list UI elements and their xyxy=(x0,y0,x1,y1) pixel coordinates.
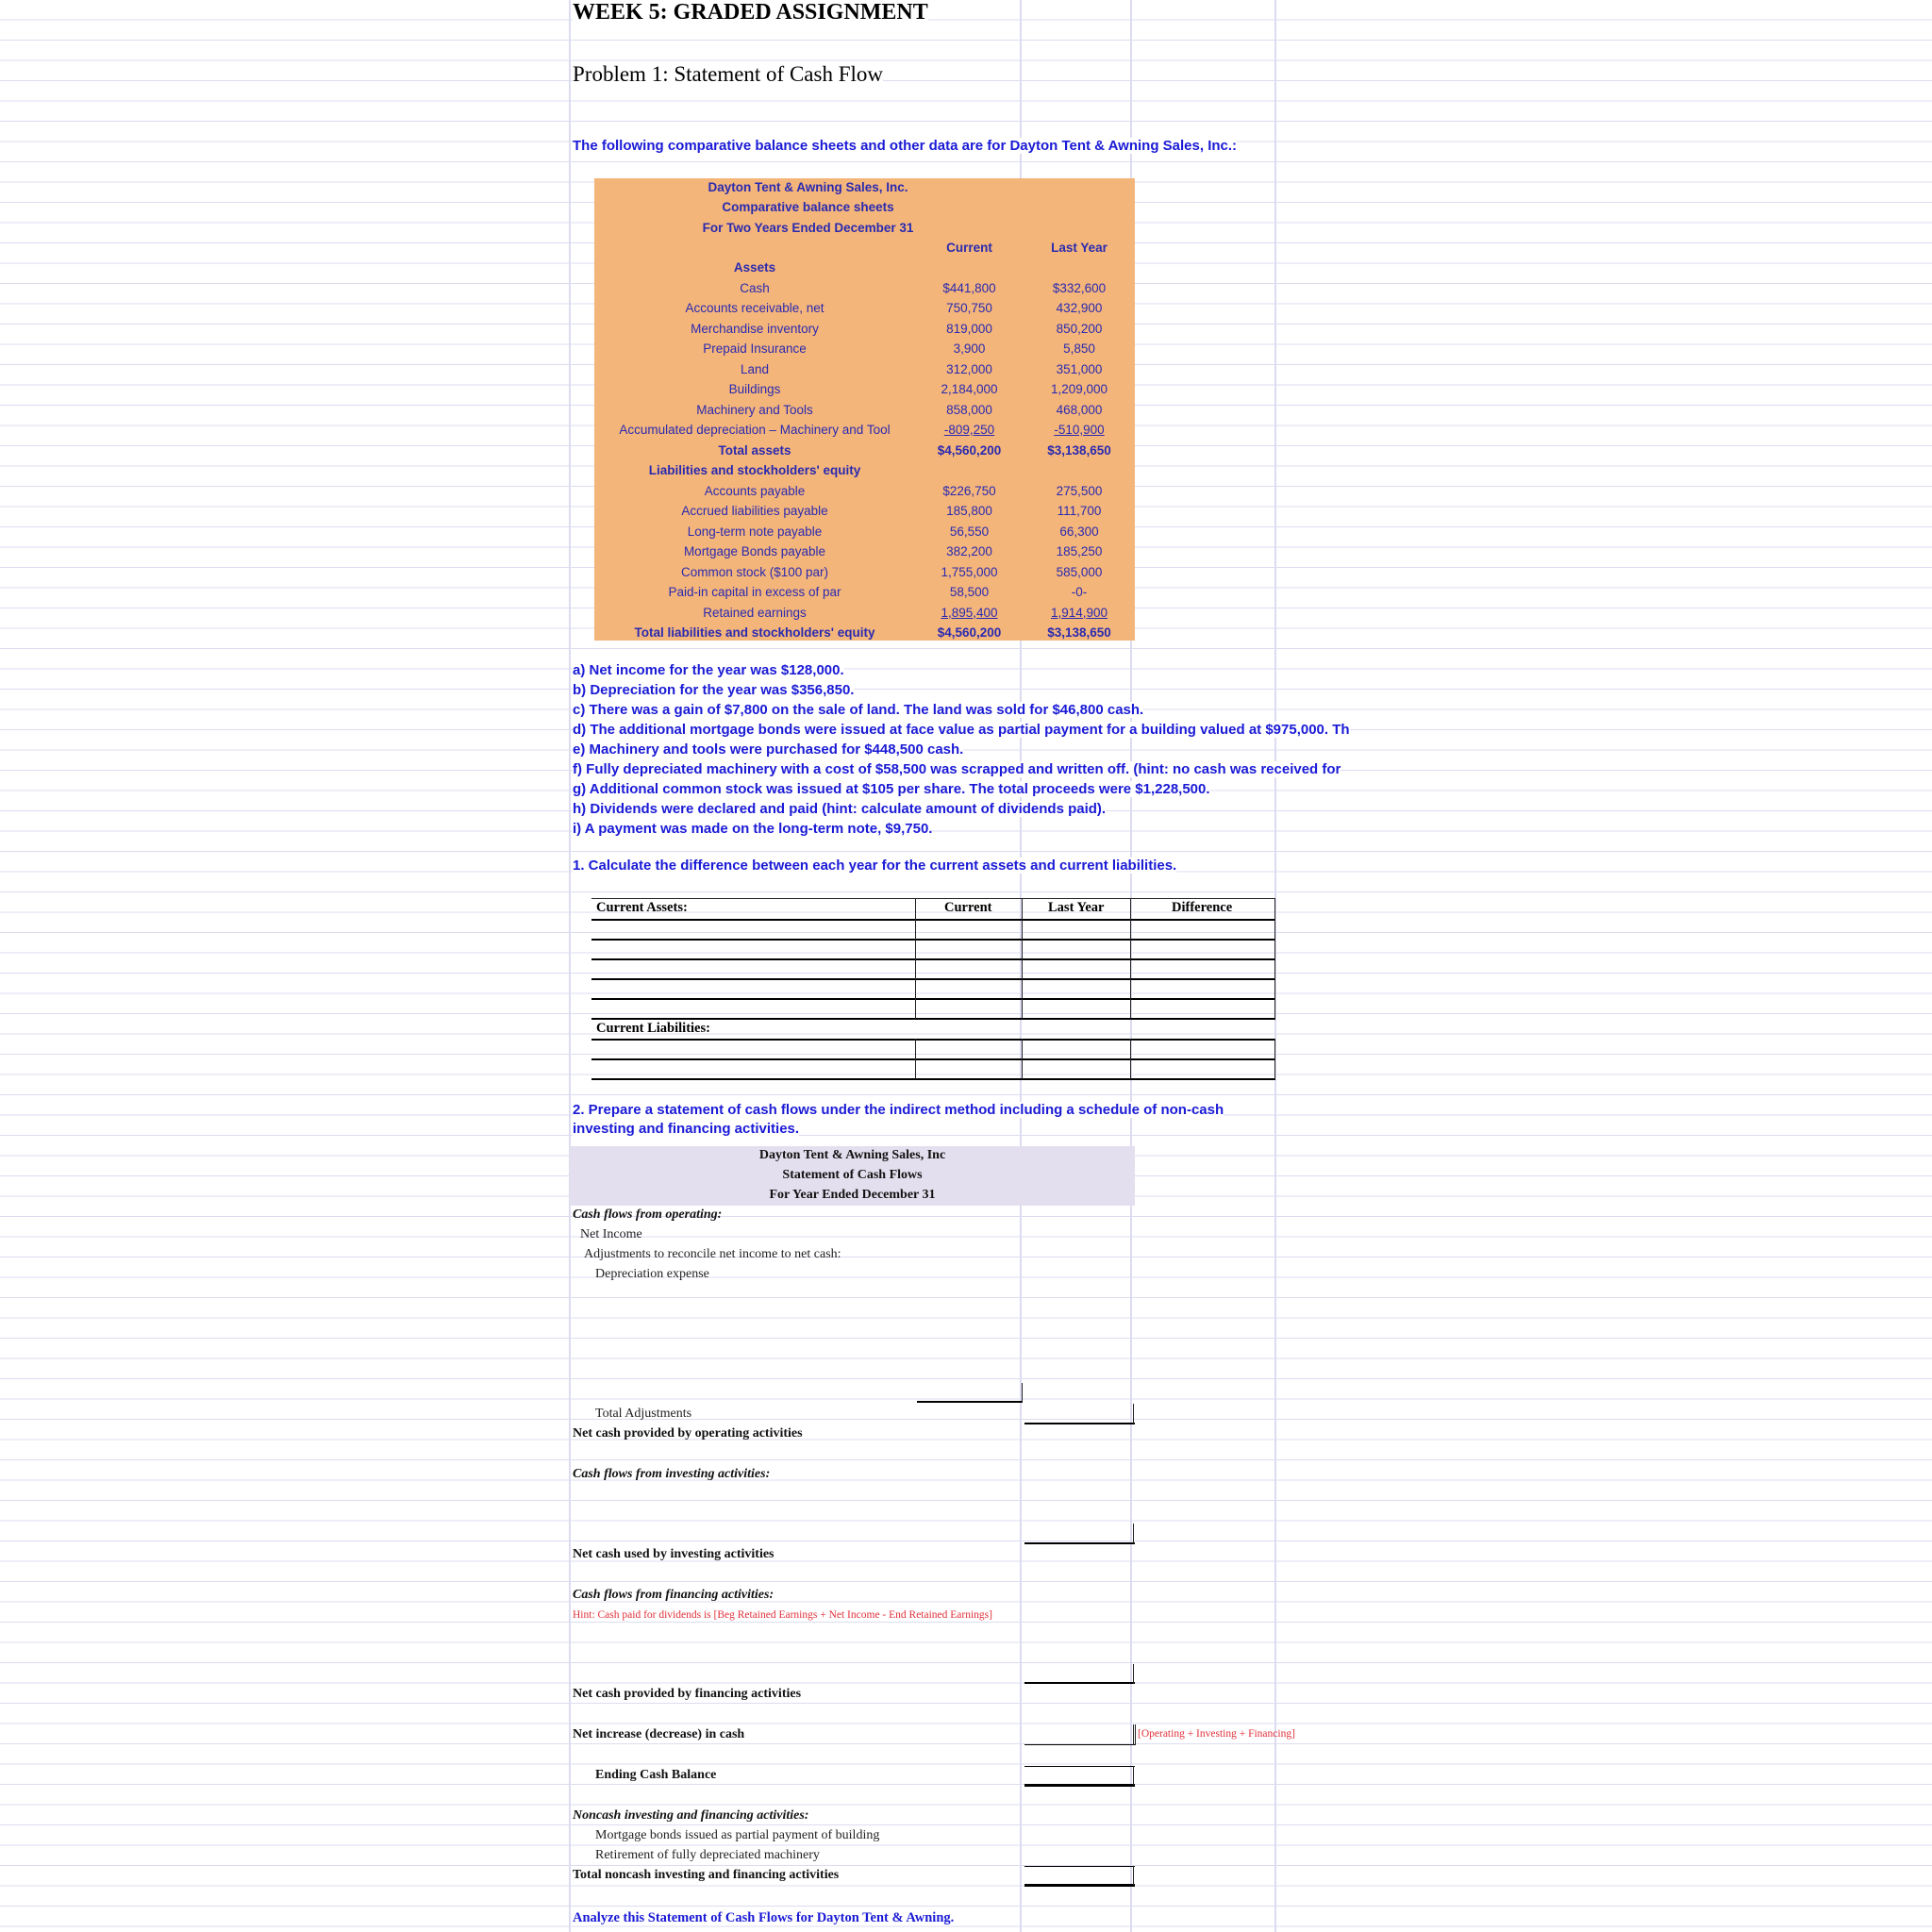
bs-row-label: Mortgage Bonds payable xyxy=(683,544,826,558)
bs-row xyxy=(594,623,1135,642)
cf-analyze-prompt: Analyze this Statement of Cash Flows for Dayton Tent & Awning. xyxy=(573,1910,955,1925)
q2-text-line1: 2. Prepare a statement of cash flows under the indirect method including a schedule of non-cash xyxy=(573,1102,1224,1118)
cf-noncash-retirement: Retirement of fully depreciated machinery xyxy=(595,1848,820,1862)
cf-noncash-heading: Noncash investing and financing activities: xyxy=(573,1808,809,1823)
bs-row-label: Prepaid Insurance xyxy=(703,341,807,356)
bs-row-last-year: $3,138,650 xyxy=(1047,625,1111,640)
bs-row xyxy=(594,603,1135,623)
cf-net-increase: Net increase (decrease) in cash xyxy=(573,1727,745,1741)
bs-row-label: Common stock ($100 par) xyxy=(680,564,829,579)
bs-row-last-year: 850,200 xyxy=(1056,321,1103,336)
note-item: c) There was a gain of $7,800 on the sale of land. The land was sold for $46,800 cash. xyxy=(573,702,1144,718)
bs-row-last-year: -510,900 xyxy=(1054,423,1105,437)
bs-row xyxy=(594,298,1135,318)
bs-row-label: Merchandise inventory xyxy=(691,321,819,336)
cf-title: Statement of Cash Flows xyxy=(782,1168,923,1182)
bs-row-current: $226,750 xyxy=(942,483,996,498)
bs-row-current: $4,560,200 xyxy=(937,442,1002,458)
bs-row xyxy=(594,481,1135,501)
bs-row xyxy=(594,501,1135,521)
bs-row-last-year: 5,850 xyxy=(1063,341,1095,356)
bs-row-label: Land xyxy=(740,361,770,376)
q1-col-diff: Difference xyxy=(1172,900,1233,915)
bs-row-current: 56,550 xyxy=(949,524,990,539)
bs-row-current: $4,560,200 xyxy=(937,625,1002,640)
bs-row xyxy=(594,278,1135,298)
cf-operating-heading: Cash flows from operating: xyxy=(573,1208,723,1222)
cf-ending-cash: Ending Cash Balance xyxy=(595,1768,717,1782)
bs-period: For Two Years Ended December 31 xyxy=(702,221,914,235)
bs-col-last: Last Year xyxy=(1051,241,1108,255)
bs-row-current: 58,500 xyxy=(949,585,990,599)
note-item: d) The additional mortgage bonds were issued at face value as partial payment for a building valued at $975,000. Th xyxy=(573,722,1350,738)
bs-row-label: Accounts receivable, net xyxy=(685,301,824,315)
bs-row-last-year: 351,000 xyxy=(1056,361,1103,376)
current-liabilities-label: Current Liabilities: xyxy=(596,1021,710,1036)
current-assets-label: Current Assets: xyxy=(596,900,688,915)
bs-row xyxy=(594,339,1135,358)
note-item: f) Fully depreciated machinery with a cost of $58,500 was scrapped and written off. (hint: no cash was received for xyxy=(573,761,1341,777)
bs-row-label: Buildings xyxy=(728,382,781,396)
bs-col-current: Current xyxy=(946,241,992,255)
bs-row xyxy=(594,258,1135,277)
cf-net-income: Net Income xyxy=(580,1227,642,1241)
bs-row xyxy=(594,319,1135,339)
bs-row-label: Accrued liabilities payable xyxy=(681,504,828,518)
q2-text-line2: investing and financing activities. xyxy=(573,1121,800,1137)
note-item: i) A payment was made on the long-term note, $9,750. xyxy=(573,821,933,837)
cf-total-adjustments: Total Adjustments xyxy=(595,1407,692,1421)
bs-row-current: 185,800 xyxy=(946,504,992,518)
cf-net-increase-formula: [Operating + Investing + Financing] xyxy=(1138,1728,1295,1740)
cf-net-financing: Net cash provided by financing activities xyxy=(573,1687,802,1701)
q1-col-last: Last Year xyxy=(1048,900,1105,915)
bs-row xyxy=(594,582,1135,602)
bs-row-label: Accounts payable xyxy=(704,483,806,498)
cf-dividend-hint: Hint: Cash paid for dividends is [Beg Retained Earnings + Net Income - End Retained Earnings] xyxy=(573,1609,992,1621)
bs-company: Dayton Tent & Awning Sales, Inc. xyxy=(708,180,908,194)
bs-row xyxy=(594,400,1135,420)
bs-row-label: Retained earnings xyxy=(703,605,807,620)
bs-row xyxy=(594,562,1135,582)
cf-noncash-total: Total noncash investing and financing activities xyxy=(573,1868,840,1882)
bs-row-label: Machinery and Tools xyxy=(696,402,813,417)
bs-row-current: -809,250 xyxy=(943,423,995,437)
q1-text: 1. Calculate the difference between each year for the current assets and current liabilities. xyxy=(573,858,1177,874)
bs-row-current: 819,000 xyxy=(946,321,992,336)
bs-row xyxy=(594,379,1135,399)
cf-net-operating: Net cash provided by operating activities xyxy=(573,1426,803,1441)
cf-depreciation: Depreciation expense xyxy=(595,1267,709,1281)
note-item: g) Additional common stock was issued at $105 per share. The total proceeds were $1,228,500. xyxy=(573,781,1210,797)
bs-row-last-year: 468,000 xyxy=(1056,402,1103,417)
bs-row-label: Accumulated depreciation – Machinery and Tool xyxy=(619,423,891,437)
bs-row-label: Assets xyxy=(733,260,776,275)
bs-row-last-year: $332,600 xyxy=(1052,280,1107,295)
bs-row-label: Total assets xyxy=(718,442,791,458)
bs-row-current: 750,750 xyxy=(946,301,992,315)
problem-title: Problem 1: Statement of Cash Flow xyxy=(573,62,884,86)
note-item: a) Net income for the year was $128,000. xyxy=(573,662,844,678)
cf-period: For Year Ended December 31 xyxy=(769,1188,936,1202)
bs-row-label: Paid-in capital in excess of par xyxy=(668,585,841,599)
bs-row-last-year: 111,700 xyxy=(1057,504,1102,518)
bs-row xyxy=(594,460,1135,480)
cf-noncash-mortgage: Mortgage bonds issued as partial payment of building xyxy=(595,1828,880,1842)
bs-row-last-year: 432,900 xyxy=(1056,301,1103,315)
bs-row xyxy=(594,441,1135,460)
total-adj-line xyxy=(917,1401,1023,1403)
bs-row-current: 312,000 xyxy=(946,361,992,376)
bs-row-current: 1,755,000 xyxy=(941,564,998,579)
bs-row-label: Liabilities and stockholders' equity xyxy=(648,463,861,477)
bs-row-current: 382,200 xyxy=(946,544,992,558)
bs-row-last-year: 185,250 xyxy=(1056,544,1103,558)
bs-row xyxy=(594,359,1135,379)
bs-row xyxy=(594,522,1135,541)
note-item: h) Dividends were declared and paid (hint: calculate amount of dividends paid). xyxy=(573,801,1107,817)
bs-row-current: 1,895,400 xyxy=(941,605,998,620)
bs-row-label: Cash xyxy=(740,280,770,295)
page-title: WEEK 5: GRADED ASSIGNMENT xyxy=(573,0,928,25)
bs-row-label: Total liabilities and stockholders' equity xyxy=(634,625,875,640)
bs-row-last-year: $3,138,650 xyxy=(1047,442,1111,458)
bs-title: Comparative balance sheets xyxy=(722,200,894,214)
cf-financing-heading: Cash flows from financing activities: xyxy=(573,1588,774,1602)
cf-company: Dayton Tent & Awning Sales, Inc xyxy=(758,1148,946,1162)
bs-row-last-year: 275,500 xyxy=(1056,483,1103,498)
cf-net-investing: Net cash used by investing activities xyxy=(573,1547,774,1561)
intro-text: The following comparative balance sheets and other data are for Dayton Tent & Awning Sales, Inc.: xyxy=(573,138,1238,154)
note-item: e) Machinery and tools were purchased for $448,500 cash. xyxy=(573,741,964,758)
bs-row-current: 2,184,000 xyxy=(941,382,998,396)
q1-col-current: Current xyxy=(944,900,992,915)
bs-row xyxy=(594,420,1135,440)
grid-line xyxy=(569,0,571,1932)
bs-row-current: $441,800 xyxy=(942,280,996,295)
cf-adjustments: Adjustments to reconcile net income to net cash: xyxy=(584,1247,841,1261)
bs-row xyxy=(594,541,1135,561)
note-item: b) Depreciation for the year was $356,850. xyxy=(573,682,855,698)
bs-row-last-year: 1,209,000 xyxy=(1050,382,1108,396)
bs-row-label: Long-term note payable xyxy=(687,524,823,539)
cf-investing-heading: Cash flows from investing activities: xyxy=(573,1467,771,1481)
bs-row-current: 858,000 xyxy=(946,402,992,417)
bs-row-last-year: 585,000 xyxy=(1056,564,1103,579)
bs-row-last-year: -0- xyxy=(1071,585,1088,599)
bs-row-current: 3,900 xyxy=(953,341,986,356)
bs-row-last-year: 1,914,900 xyxy=(1050,605,1108,620)
bs-row-last-year: 66,300 xyxy=(1059,524,1099,539)
